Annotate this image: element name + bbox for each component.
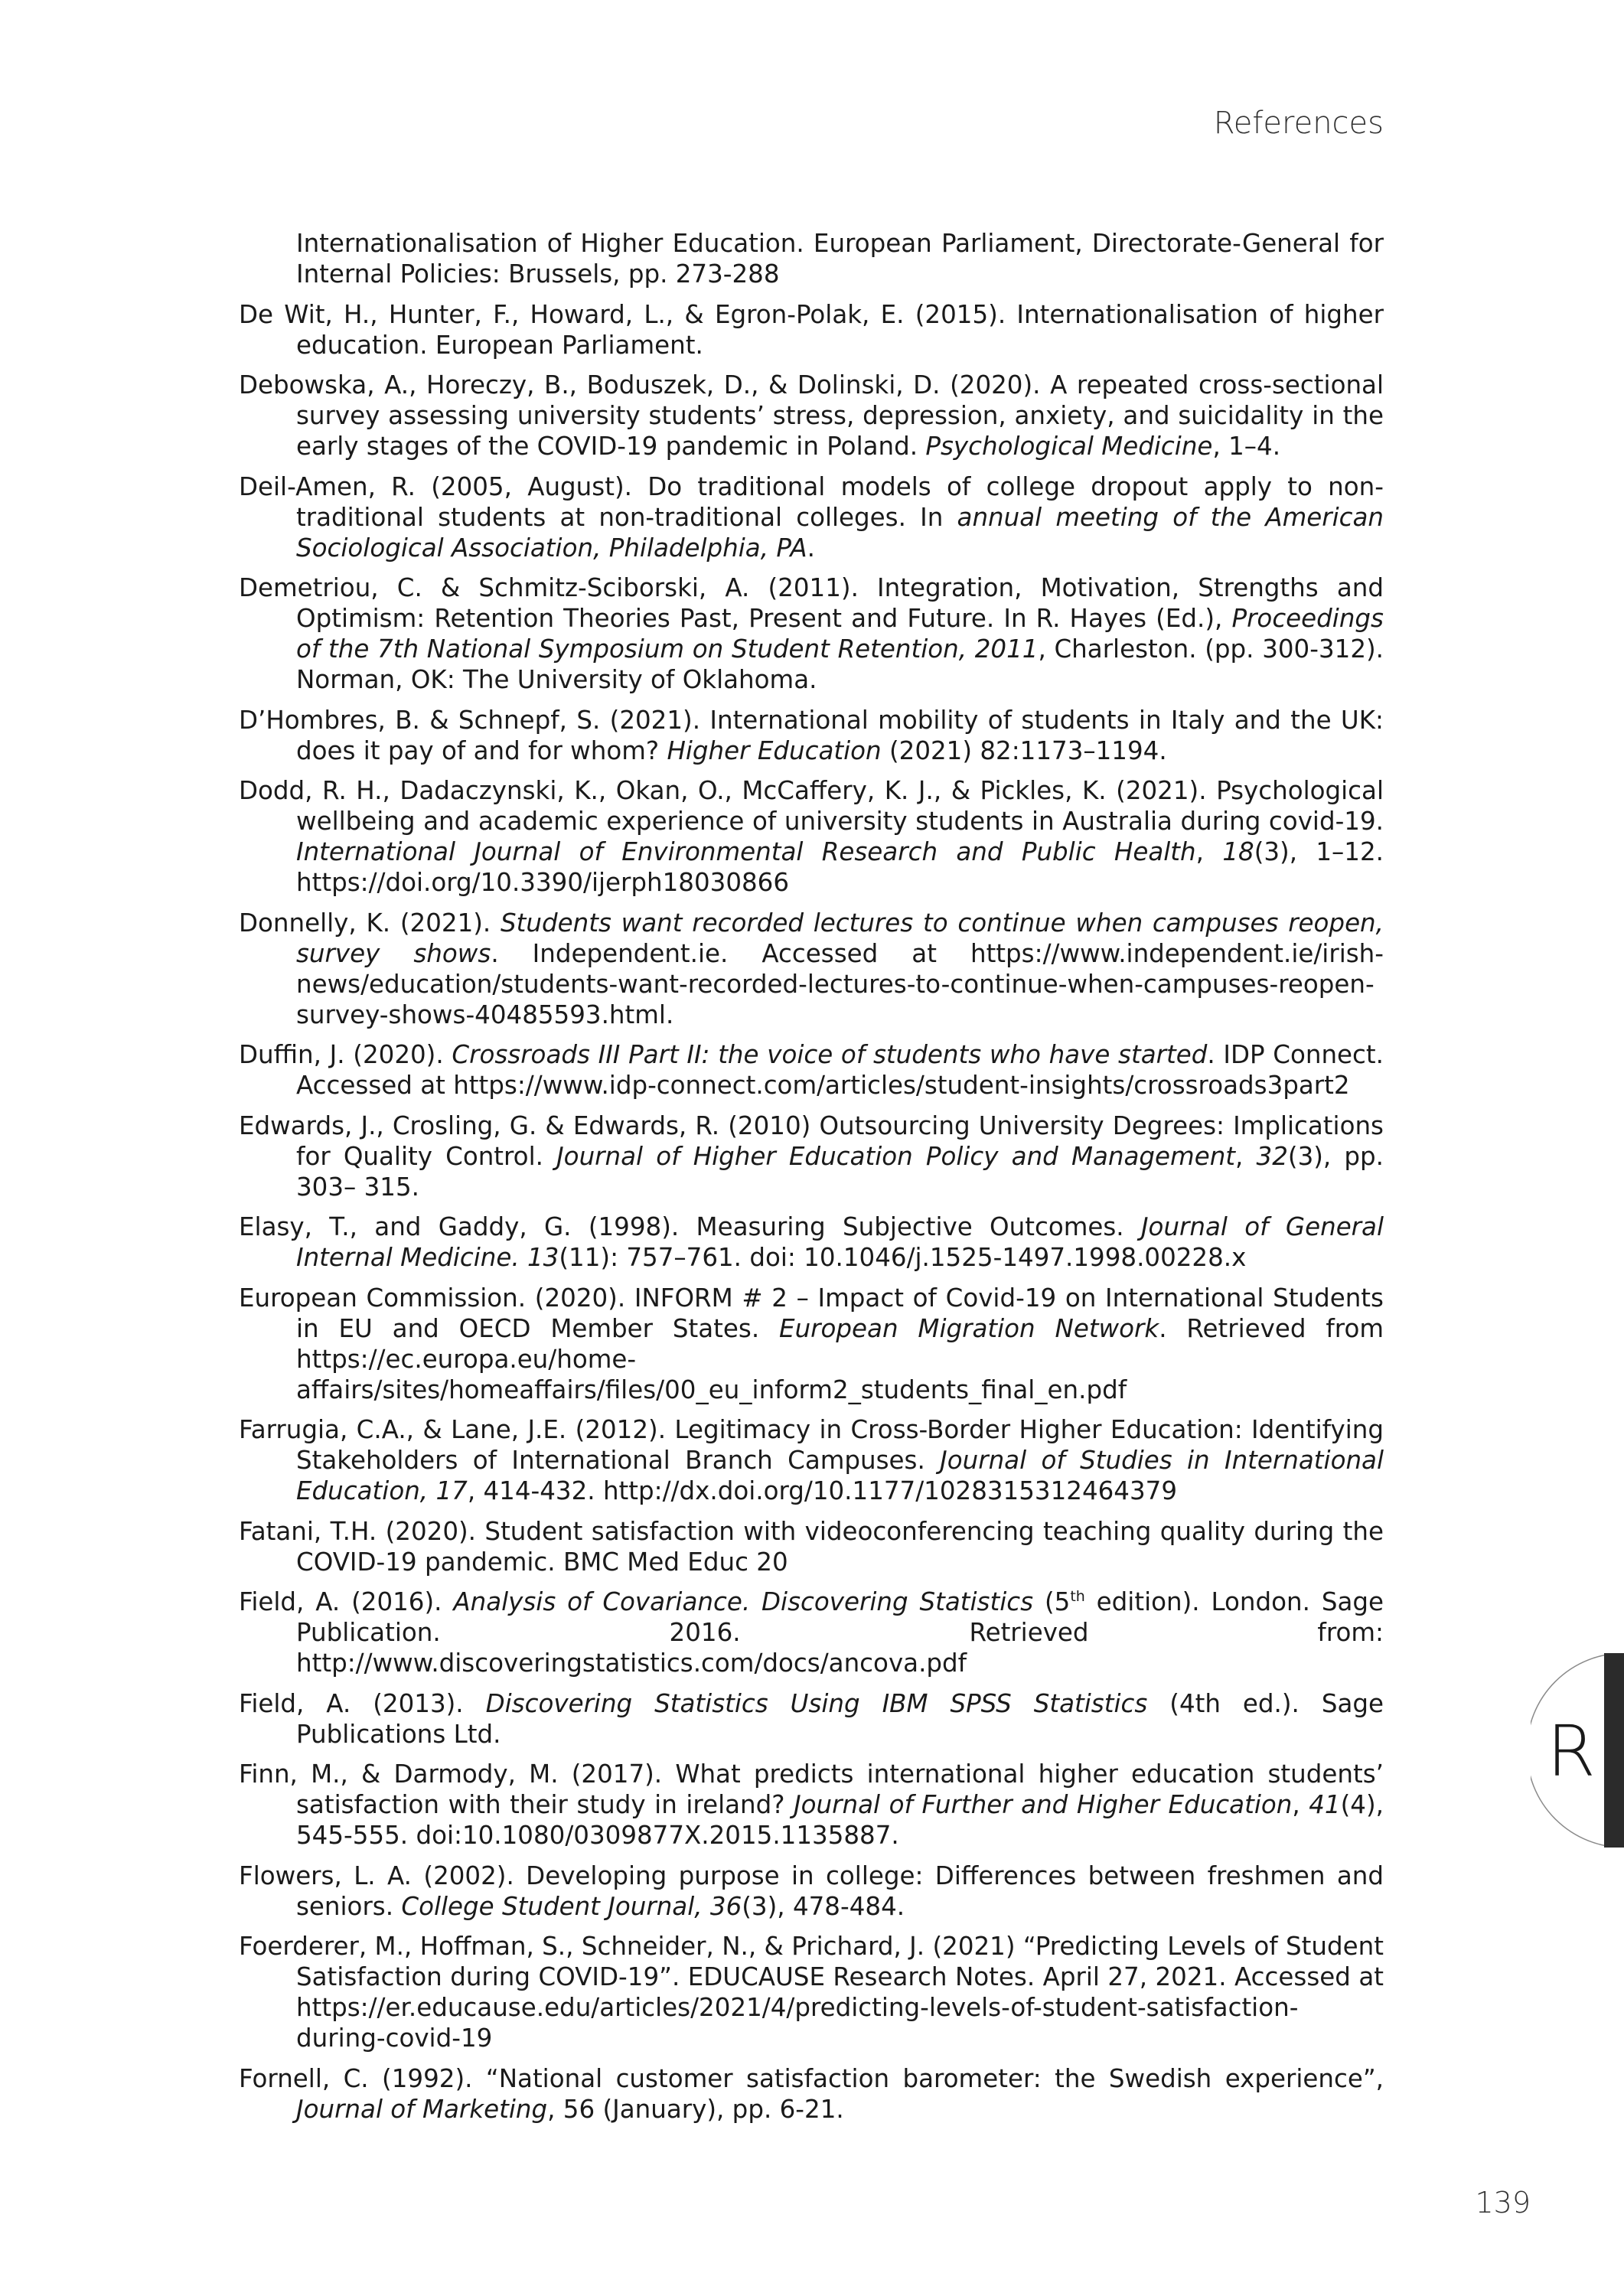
reference-italic-text: 32	[1256, 1141, 1288, 1171]
reference-entry	[239, 908, 1384, 1030]
reference-italic-text: Discovering Statistics Using IBM SPSS Statistics	[485, 1688, 1148, 1718]
reference-text: Deil-Amen, R. (2005, August). Do traditional models of college dropout apply to non-traditional students at non-traditional colleges. In	[239, 471, 1384, 532]
reference-italic-text: Crossroads III Part II: the voice of students who have started	[452, 1040, 1208, 1069]
reference-text: (3), 478-484.	[742, 1891, 905, 1921]
reference-italic-text: Proceedings of the 7th National Symposium on Student Retention, 2011	[296, 604, 1384, 664]
reference-italic-text: European Migration Network	[779, 1313, 1159, 1343]
reference-text: Farrugia, C.A., & Lane, J.E. (2012). Legitimacy in Cross-Border Higher Education: Identifying Stakeholders of International Branch Campuses.	[239, 1415, 1384, 1475]
reference-entry	[239, 1039, 1384, 1101]
reference-text: Finn, M., & Darmody, M. (2017). What predicts international higher education students’ satisfaction with their study in ireland?	[239, 1760, 1384, 1819]
reference-italic-text: Students want recorded lectures to continue when campuses reopen, survey shows	[296, 908, 1384, 968]
reference-entry	[239, 1587, 1384, 1678]
reference-text: D’Hombres, B. & Schnepf, S. (2021). International mobility of students in Italy and the UK: does it pay of and for whom?	[239, 705, 1384, 765]
reference-text: (4th ed.). Sage Publications Ltd.	[296, 1688, 1384, 1749]
reference-list	[239, 228, 1384, 2134]
reference-text: . IDP Connect. Accessed at https://www.idp-connect.com/articles/student-insights/crossroads3part2	[296, 1040, 1384, 1100]
reference-text: Edwards, J., Crosling, G. & Edwards, R. (2010) Outsourcing University Degrees: Implications for Quality Control.	[239, 1110, 1384, 1171]
reference-text: ,	[1195, 837, 1223, 866]
reference-entry	[239, 370, 1384, 461]
page-number: 139	[1475, 2186, 1531, 2219]
reference-italic-text: Journal of Further and Higher Education	[794, 1790, 1293, 1819]
reference-text: (11): 757–761. doi: 10.1046/j.1525-1497.1998.00228.x	[559, 1243, 1247, 1272]
reference-entry-continued	[239, 228, 1384, 289]
reference-entry	[239, 471, 1384, 563]
reference-text: Field, A. (2013).	[239, 1688, 486, 1718]
reference-italic-text: 41	[1309, 1790, 1341, 1819]
reference-text: Debowska, A., Horeczy, B., Boduszek, D., & Dolinski, D. (2020). A repeated cross-sectional survey assessing university students’ stress, depression, anxiety, and suicidality in the early stages of the COVID-19 pandemic in Poland.	[239, 370, 1384, 461]
reference-entry	[239, 1110, 1384, 1202]
reference-italic-text: Analysis of Covariance. Discovering Statistics	[453, 1587, 1034, 1616]
reference-italic-text: Journal of Higher Education Policy and Management	[556, 1141, 1236, 1171]
reference-entry	[239, 1283, 1384, 1405]
reference-text: (4), 545-555. doi:10.1080/0309877X.2015.1135887.	[296, 1790, 1384, 1850]
reference-text: (2021) 82:1173–1194.	[881, 735, 1167, 765]
reference-entry	[239, 1414, 1384, 1506]
reference-text: De Wit, H., Hunter, F., Howard, L., & Egron-Polak, E. (2015). Internationalisation of higher education. European Parliament.	[239, 299, 1384, 360]
reference-text: , Charleston. (pp. 300-312). Norman, OK: The University of Oklahoma.	[296, 634, 1384, 694]
reference-text: , 56 (January), pp. 6-21.	[547, 2094, 844, 2124]
reference-text: . Independent.ie. Accessed at https://www.independent.ie/irish-news/education/students-want-recorded-lectures-to-continue-when-campuses-reopen-survey-shows-40485593.html.	[296, 938, 1384, 1029]
reference-text: Flowers, L. A. (2002). Developing purpose in college: Differences between freshmen and seniors.	[239, 1861, 1384, 1921]
reference-italic-text: International Journal of Environmental Research and Public Health	[296, 837, 1196, 866]
reference-italic-text: Journal of Marketing	[296, 2094, 548, 2124]
section-tab-bar	[1604, 1653, 1624, 1848]
reference-text: Donnelly, K. (2021).	[239, 908, 501, 938]
reference-text: . Retrieved from https://ec.europa.eu/home-affairs/sites/homeaffairs/files/00_eu_inform2_students_final_en.pdf	[296, 1313, 1384, 1404]
reference-text: Field, A. (2016).	[239, 1587, 454, 1616]
reference-text: European Commission. (2020). INFORM # 2 – Impact of Covid-19 on International Students in EU and OECD Member States.	[239, 1283, 1384, 1343]
reference-italic-text: Higher Education	[667, 735, 882, 765]
reference-text: Dodd, R. H., Dadaczynski, K., Okan, O., McCaffery, K. J., & Pickles, K. (2021). Psychological wellbeing and academic experience of university students in Australia during covid-19.	[239, 776, 1384, 836]
reference-text: .	[807, 533, 815, 563]
reference-italic-text: Journal of General Internal Medicine. 13	[296, 1212, 1384, 1272]
reference-italic-text: 18	[1222, 837, 1254, 866]
reference-text: Internationalisation of Higher Education. European Parliament, Directorate-General for Internal Policies: Brussels, pp. 273-288	[296, 229, 1384, 289]
reference-italic-text: Psychological Medicine	[925, 432, 1213, 461]
reference-entry	[239, 775, 1384, 898]
reference-entry	[239, 572, 1384, 695]
reference-text: Fatani, T.H. (2020). Student satisfaction with videoconferencing teaching quality during the COVID-19 pandemic. BMC Med Educ 20	[239, 1516, 1384, 1577]
reference-text: Fornell, C. (1992). “National customer satisfaction barometer: the Swedish experience”,	[239, 2063, 1384, 2093]
reference-text: Elasy, T., and Gaddy, G. (1998). Measuring Subjective Outcomes.	[239, 1212, 1141, 1241]
section-tab	[1531, 1653, 1624, 1848]
reference-text: Duffin, J. (2020).	[239, 1040, 452, 1069]
reference-text: edition). London. Sage Publication. 2016. Retrieved from: http://www.discoveringstatistics.com/docs/ancova.pdf	[296, 1587, 1384, 1678]
reference-italic-text: College Student Journal, 36	[401, 1891, 742, 1921]
reference-text: , 414-432. http://dx.doi.org/10.1177/1028315312464379	[467, 1476, 1178, 1505]
reference-text: , 1–4.	[1212, 432, 1281, 461]
reference-entry	[239, 1759, 1384, 1851]
reference-text: (5	[1033, 1587, 1071, 1616]
reference-entry	[239, 2063, 1384, 2125]
reference-italic-text: Journal of Studies in International Education, 17	[296, 1446, 1384, 1505]
reference-entry	[239, 1861, 1384, 1922]
section-tab-letter: R	[1547, 1711, 1596, 1792]
reference-entry	[239, 1212, 1384, 1273]
reference-entry	[239, 1688, 1384, 1750]
reference-text: ,	[1235, 1141, 1257, 1171]
reference-superscript: th	[1070, 1588, 1085, 1605]
reference-italic-text: annual meeting of the American Sociological Association, Philadelphia, PA	[296, 502, 1384, 563]
reference-entry	[239, 299, 1384, 360]
reference-entry	[239, 1931, 1384, 2053]
reference-text: (3), pp. 303– 315.	[296, 1141, 1384, 1202]
reference-text: (3), 1–12. https://doi.org/10.3390/ijerph18030866	[296, 837, 1384, 897]
reference-text: Demetriou, C. & Schmitz-Sciborski, A. (2011). Integration, Motivation, Strengths and Optimism: Retention Theories Past, Present and Future. In R. Hayes (Ed.),	[239, 573, 1384, 633]
reference-entry	[239, 1516, 1384, 1577]
reference-entry	[239, 705, 1384, 766]
reference-text: Foerderer, M., Hoffman, S., Schneider, N., & Prichard, J. (2021) “Predicting Levels of Student Satisfaction during COVID-19”. EDUCAUSE Research Notes. April 27, 2021. Accessed at https://er.educause.edu/articles/2021/4/predicting-levels-of-student-satisfaction-during-covid-19	[239, 1932, 1384, 2053]
running-header: References	[1213, 106, 1384, 141]
reference-text: ,	[1292, 1790, 1309, 1819]
